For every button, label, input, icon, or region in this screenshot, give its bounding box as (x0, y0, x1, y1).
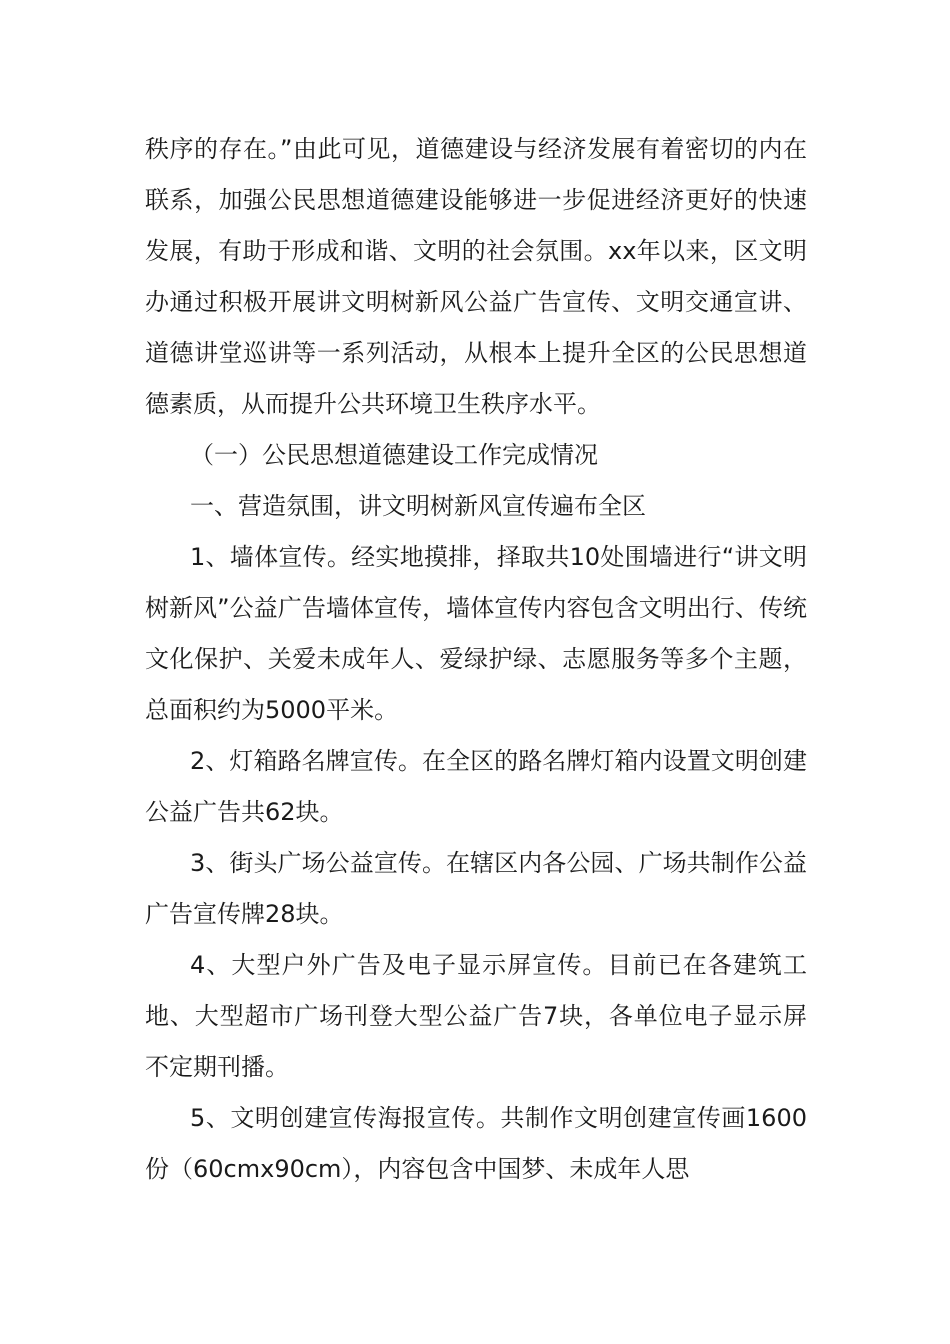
document-body (145, 124, 807, 1195)
section-heading: （一）公民思想道德建设工作完成情况 (190, 441, 598, 469)
list-item-square-publicity: 3、街头广场公益宣传。在辖区内各公园、广场共制作公益广告宣传牌28块。 (145, 849, 807, 928)
list-item-outdoor-screen-publicity: 4、大型户外广告及电子显示屏宣传。目前已在各建筑工地、大型超市广场刊登大型公益广告7块，各单位电子显示屏不定期刊播。 (145, 951, 807, 1081)
paragraph-continuation: 秩序的存在。”由此可见，道德建设与经济发展有着密切的内在联系，加强公民思想道德建设能够进一步促进经济更好的快速发展，有助于形成和谐、文明的社会氛围。xx年以来，区文明办通过积极开展讲文明树新风公益广告宣传、文明交通宣讲、道德讲堂巡讲等一系列活动，从根本上提升全区的公民思想道德素质，从而提升公共环境卫生秩序水平。 (145, 135, 807, 418)
subsection-heading: 一、营造氛围，讲文明树新风宣传遍布全区 (190, 492, 646, 520)
list-item-lightbox-publicity: 2、灯箱路名牌宣传。在全区的路名牌灯箱内设置文明创建公益广告共62块。 (145, 747, 807, 826)
list-item-poster-publicity: 5、文明创建宣传海报宣传。共制作文明创建宣传画1600份（60cmx90cm），内容包含中国梦、未成年人思 (145, 1104, 807, 1183)
list-item-wall-publicity: 1、墙体宣传。经实地摸排，择取共10处围墙进行“讲文明树新风”公益广告墙体宣传，墙体宣传内容包含文明出行、传统文化保护、关爱未成年人、爱绿护绿、志愿服务等多个主题，总面积约为5000平米。 (145, 543, 807, 724)
